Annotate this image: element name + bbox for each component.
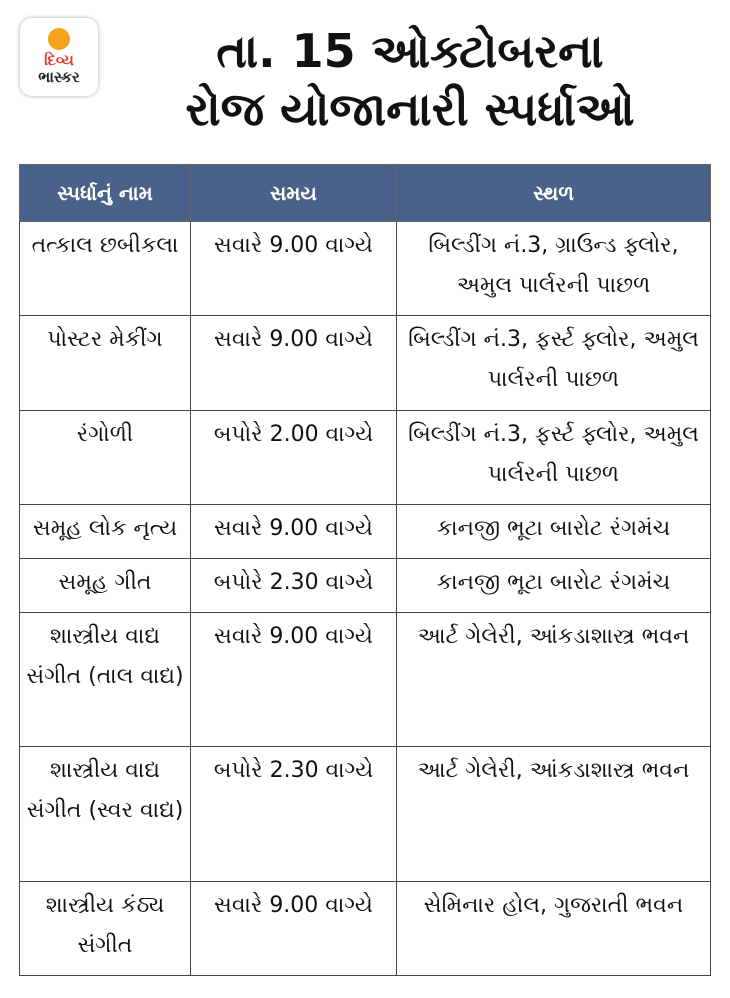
header-time: સમય	[191, 165, 397, 222]
title-line-1: તા. 15 ઓક્ટોબરના	[216, 24, 604, 78]
table-row	[20, 747, 711, 881]
competition-name: સમૂહ લોક નૃત્ય	[20, 504, 191, 558]
logo-line-2: ભાસ્કર	[38, 68, 80, 86]
table-row	[20, 613, 711, 747]
competition-time: સવારે 9.00 વાગ્યે	[191, 504, 397, 558]
competition-venue: કાનજી ભૂટા બારોટ રંગમંચ	[397, 504, 711, 558]
competition-venue: કાનજી ભૂટા બારોટ રંગમંચ	[397, 558, 711, 612]
competition-time: બપોરે 2.30 વાગ્યે	[191, 747, 397, 881]
competition-name: રંગોળી	[20, 410, 191, 504]
table-row	[20, 410, 711, 504]
competition-venue: બિલ્ડીંગ નં.3, ફર્સ્ટ ફ્લોર, અમુલ પાર્લરની પાછળ	[397, 316, 711, 410]
competition-name: તત્કાલ છબીકલા	[20, 222, 191, 316]
competition-venue: બિલ્ડીંગ નં.3, ફર્સ્ટ ફ્લોર, અમુલ પાર્લરની પાછળ	[397, 410, 711, 504]
competition-name: પોસ્ટર મેકીંગ	[20, 316, 191, 410]
page-title	[110, 22, 710, 138]
competition-venue: સેમિનાર હોલ, ગુજરાતી ભવન	[397, 881, 711, 975]
sun-icon	[48, 28, 70, 50]
logo-line-1: દિવ્ય	[44, 51, 74, 69]
table-header-row	[20, 165, 711, 222]
competition-name: સમૂહ ગીત	[20, 558, 191, 612]
competition-name: શાસ્ત્રીય વાદ્ય સંગીત (સ્વર વાદ્ય)	[20, 747, 191, 881]
table-row	[20, 222, 711, 316]
competition-time: બપોરે 2.30 વાગ્યે	[191, 558, 397, 612]
competition-time: સવારે 9.00 વાગ્યે	[191, 613, 397, 747]
divya-bhaskar-logo	[20, 18, 98, 96]
competition-time: બપોરે 2.00 વાગ્યે	[191, 410, 397, 504]
header-venue: સ્થળ	[397, 165, 711, 222]
competition-venue: આર્ટ ગેલેરી, આંકડાશાસ્ત્ર ભવન	[397, 747, 711, 881]
table-row	[20, 504, 711, 558]
competition-venue: આર્ટ ગેલેરી, આંકડાશાસ્ત્ર ભવન	[397, 613, 711, 747]
competition-time: સવારે 9.00 વાગ્યે	[191, 881, 397, 975]
table-row	[20, 881, 711, 975]
competition-time: સવારે 9.00 વાગ્યે	[191, 316, 397, 410]
competition-venue: બિલ્ડીંગ નં.3, ગ્રાઉન્ડ ફ્લોર, અમુલ પાર્લરની પાછળ	[397, 222, 711, 316]
title-line-2: રોજ યોજાનારી સ્પર્ધાઓ	[185, 82, 635, 136]
table-row	[20, 558, 711, 612]
competition-name: શાસ્ત્રીય વાદ્ય સંગીત (તાલ વાદ્ય)	[20, 613, 191, 747]
competition-schedule-table	[19, 164, 711, 976]
header-competition-name: સ્પર્ધાનું નામ	[20, 165, 191, 222]
competition-time: સવારે 9.00 વાગ્યે	[191, 222, 397, 316]
competition-name: શાસ્ત્રીય કંઠ્ય સંગીત	[20, 881, 191, 975]
table-row	[20, 316, 711, 410]
